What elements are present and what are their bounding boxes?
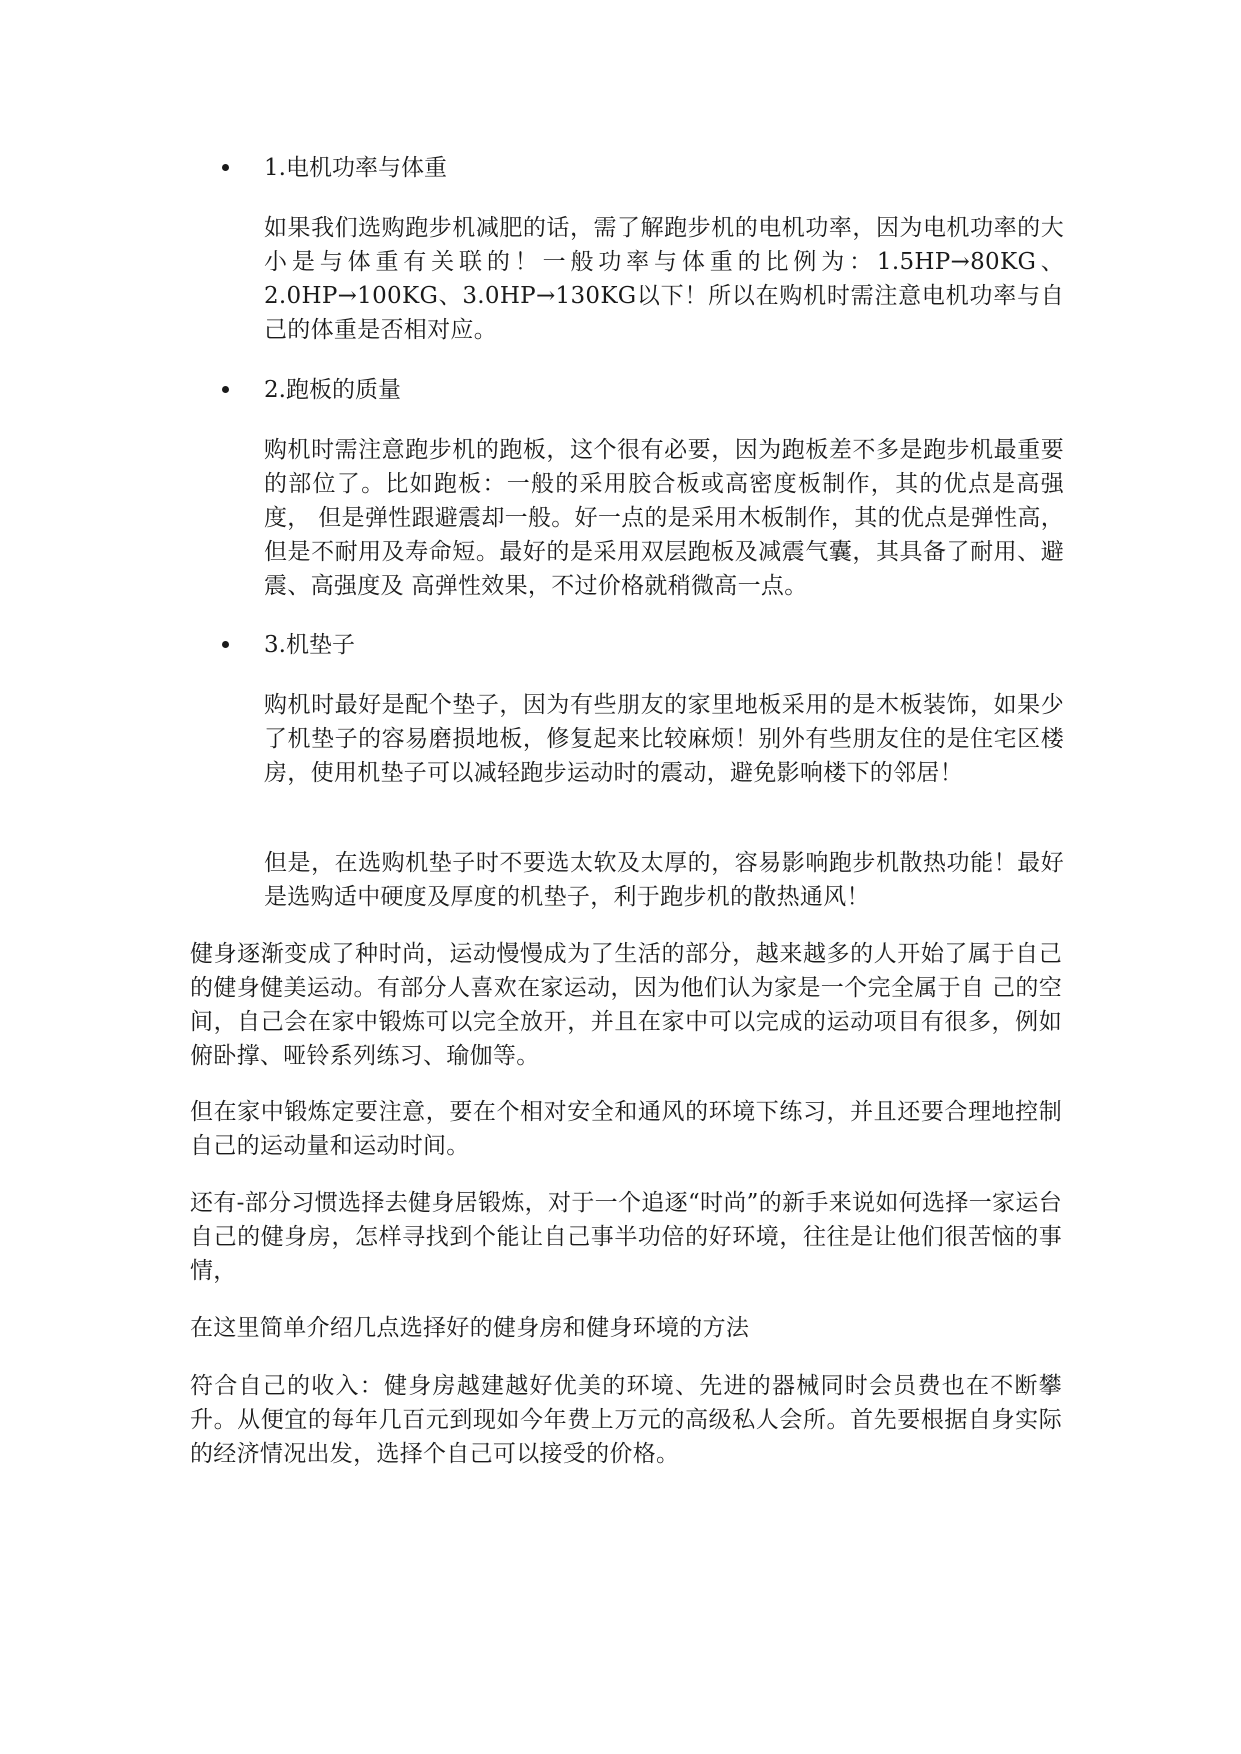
list-item-title: 2.跑板的质量 (264, 377, 401, 403)
body-paragraph: 健身逐渐变成了种时尚，运动慢慢成为了生活的部分，越来越多的人开始了属于自己的健身健美运动。有部分人喜欢在家运动，因为他们认为家是一个完全属于自 己的空间，自己会在家中锻炼可以完全放开，并且在家中可以完成的运动项目有很多，例如俯卧撑、哑铃系列练习、瑜伽等。 (190, 941, 1062, 1069)
list-item-paragraph: 如果我们选购跑步机减肥的话，需了解跑步机的电机功率，因为电机功率的大小是与体重有关联的！一般功率与体重的比例为：1.5HP→80KG、2.0HP→100KG、3.0HP→130KG以下！所以在购机时需注意电机功率与自己的体重是否相对应。 (264, 215, 1064, 343)
bullet-icon (222, 386, 229, 393)
bullet-icon (222, 641, 229, 648)
list-item-title: 1.电机功率与体重 (264, 155, 447, 181)
list-item-title: 3.机垫子 (264, 632, 355, 658)
bullet-icon (222, 164, 229, 171)
list-item-paragraph: 购机时需注意跑步机的跑板，这个很有必要，因为跑板差不多是跑步机最重要的部位了。比如跑板：一般的采用胶合板或高密度板制作，其的优点是高强度， 但是弹性跟避震却一般。好一点的是采用木板制作，其的优点是弹性高，但是不耐用及寿命短。最好的是采用双层跑板及减震气囊，其具备了耐用、避震、高强度及 高弹性效果，不过价格就稍微高一点。 (264, 437, 1064, 599)
list-item-paragraph: 但是，在选购机垫子时不要选太软及太厚的，容易影响跑步机散热功能！最好是选购适中硬度及厚度的机垫子，利于跑步机的散热通风！ (264, 850, 1064, 910)
body-paragraph: 还有-部分习惯选择去健身居锻炼，对于一个追逐“时尚”的新手来说如何选择一家运台自己的健身房，怎样寻找到个能让自己事半功倍的好环境，往往是让他们很苦恼的事情， (190, 1190, 1062, 1284)
body-paragraph: 在这里简单介绍几点选择好的健身房和健身环境的方法 (190, 1315, 750, 1341)
body-paragraph: 符合自己的收入：健身房越建越好优美的环境、先进的器械同时会员费也在不断攀升。从便宜的每年几百元到现如今年费上万元的高级私人会所。首先要根据自身实际的经济情况出发，选择个自己可以接受的价格。 (190, 1373, 1062, 1467)
list-item-paragraph: 购机时最好是配个垫子，因为有些朋友的家里地板采用的是木板装饰，如果少了机垫子的容易磨损地板，修复起来比较麻烦！别外有些朋友住的是住宅区楼房，使用机垫子可以减轻跑步运动时的震动，避免影响楼下的邻居！ (264, 692, 1064, 786)
body-paragraph: 但在家中锻炼定要注意，要在个相对安全和通风的环境下练习，并且还要合理地控制自己的运动量和运动时间。 (190, 1099, 1062, 1159)
